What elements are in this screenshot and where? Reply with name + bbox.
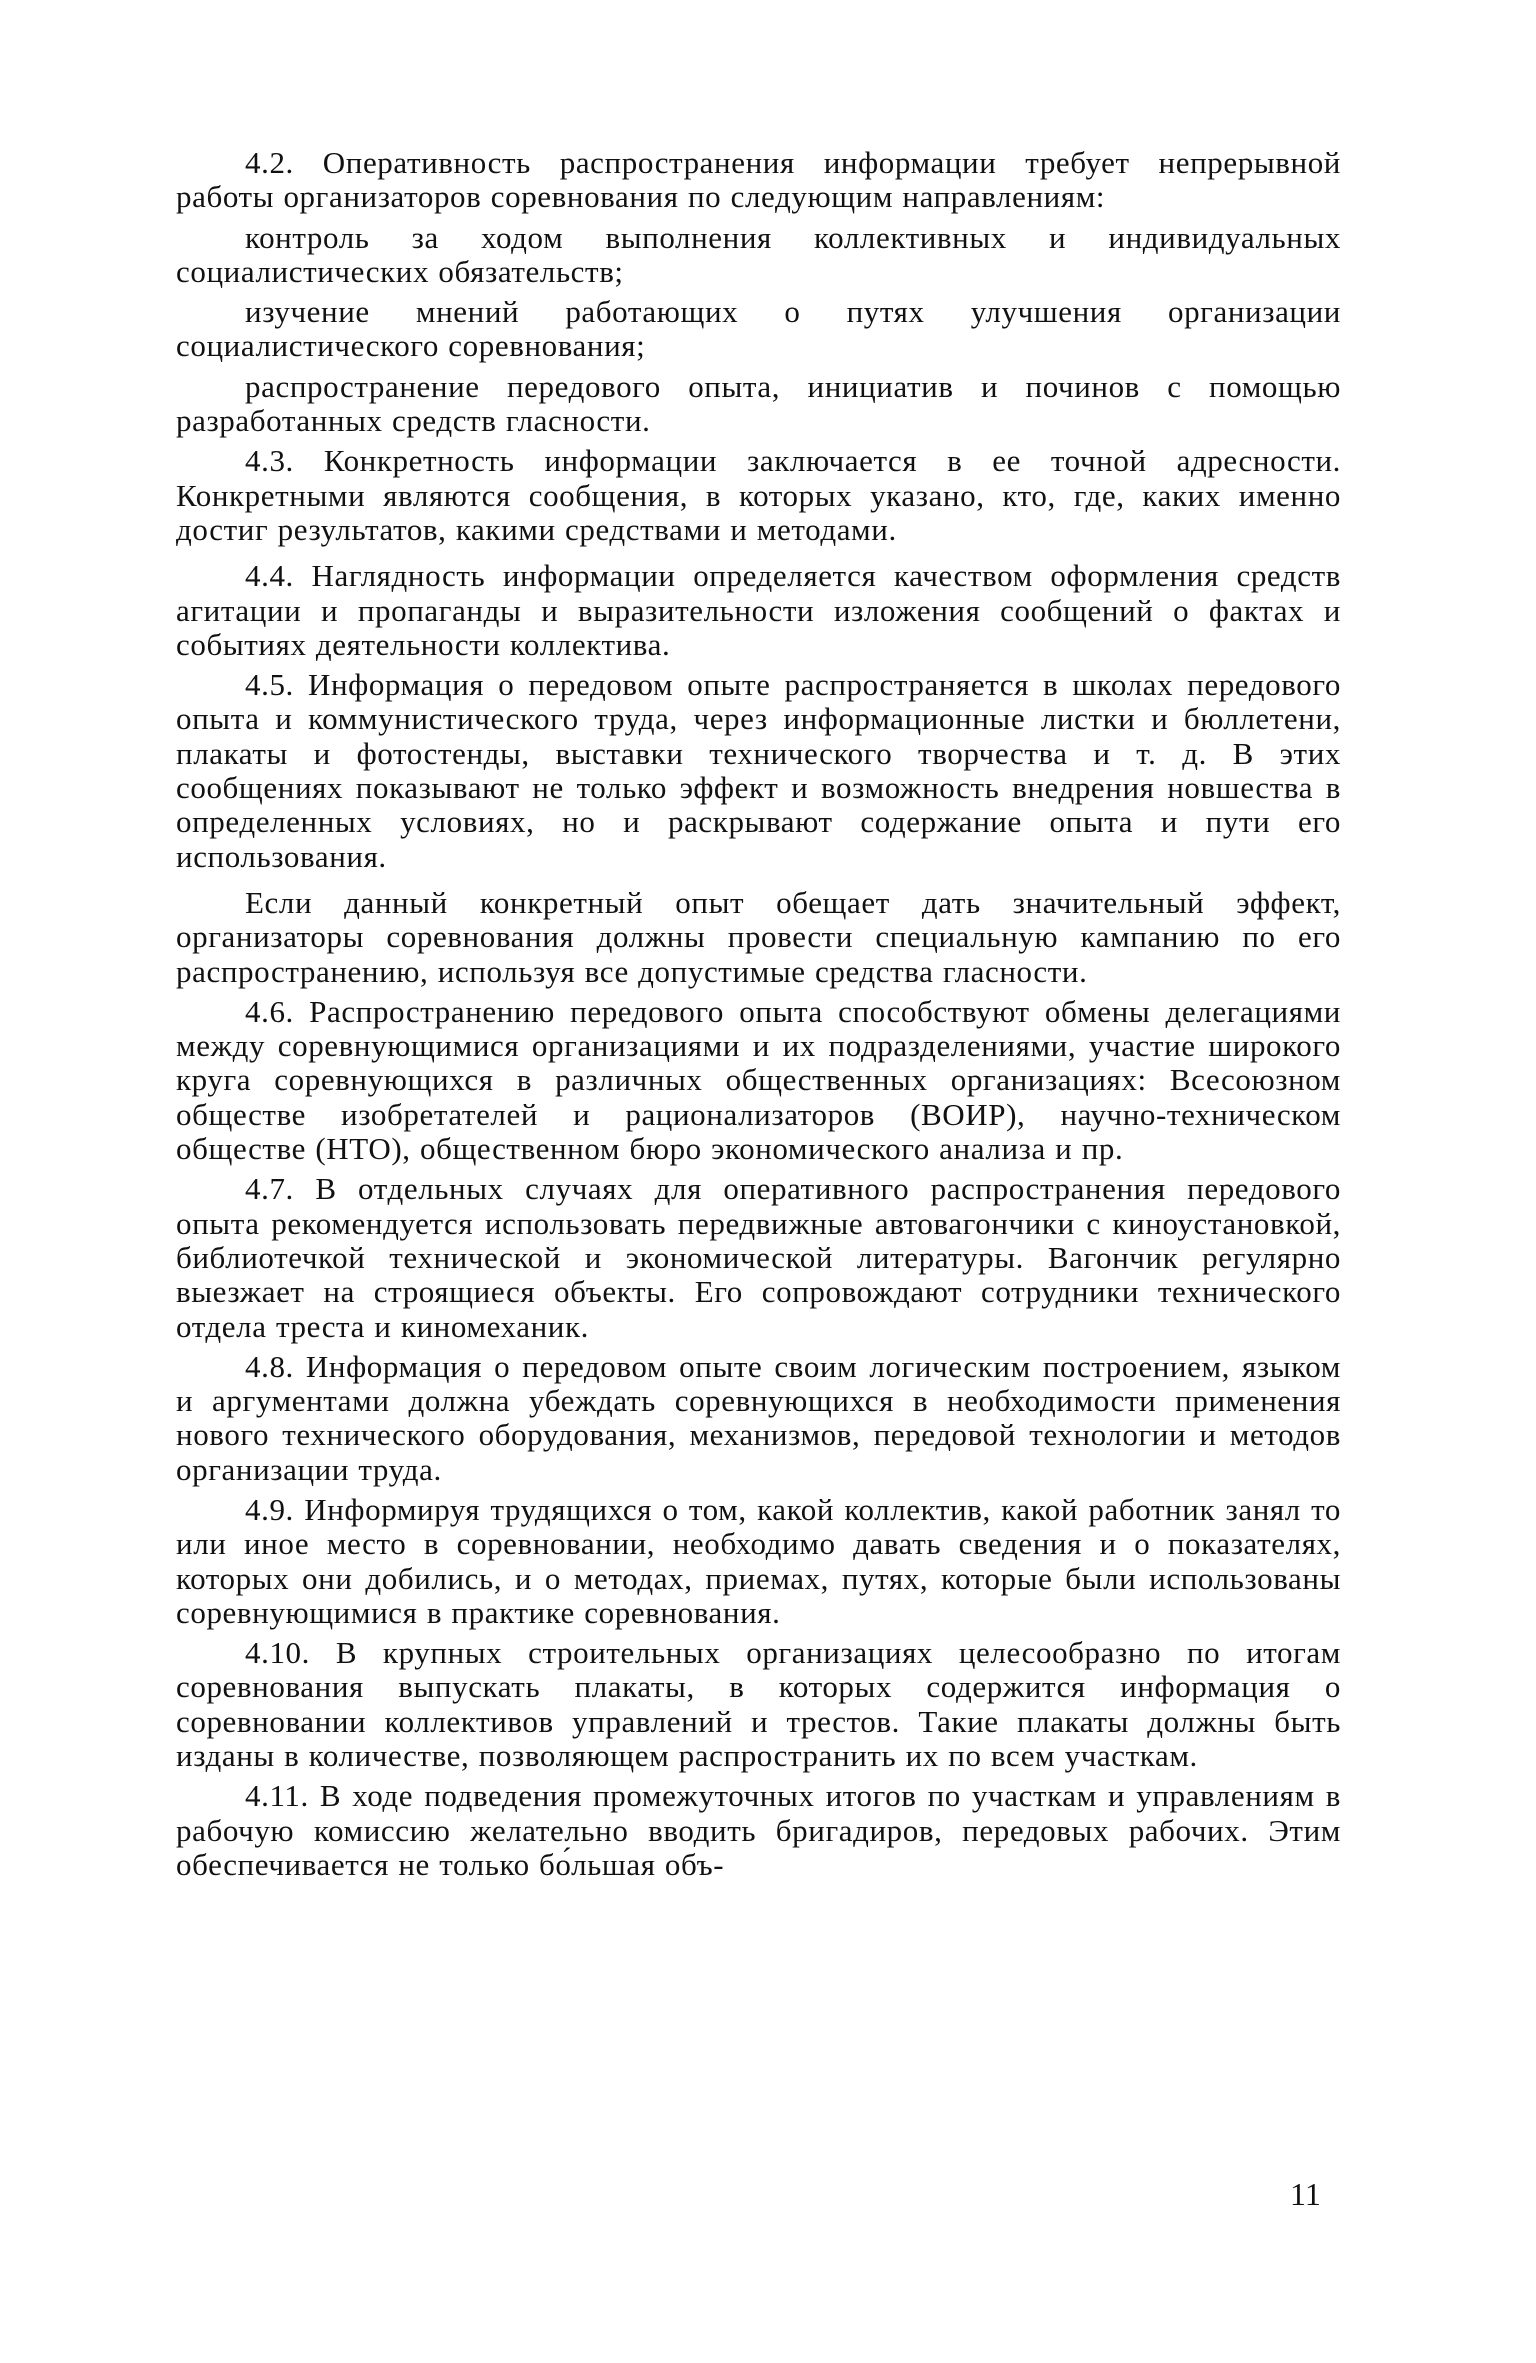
paragraph-4-11: 4.11. В ходе подведения промежуточных итогов по участкам и управлениям в рабочую комиссию желательно вводить бригадиров, передовых рабочих. Этим обеспечивается не только бо́льшая объ-	[176, 1778, 1341, 1882]
paragraph-4-6: 4.6. Распространению передового опыта способствуют обмены делегациями между соревнующимися организациями и их подразделениями, участие широкого круга соревнующихся в различных общественных организациях: Всесоюзном обществе изобретателей и рационализаторов (ВОИР), научно-техническом обществе (НТО), общественном бюро экономического анализа и пр.	[176, 993, 1341, 1167]
document-body	[176, 146, 1341, 1882]
list-item-control: контроль за ходом выполнения коллективных и индивидуальных социалистических обязательств;	[176, 219, 1341, 289]
paragraph-4-10: 4.10. В крупных строительных организациях целесообразно по итогам соревнования выпускать плакаты, в которых содержится информация о соревновании коллективов управлений и трестов. Такие плакаты должны быть изданы в количестве, позволяющем распространить их по всем участкам.	[176, 1635, 1341, 1774]
paragraph-4-3: 4.3. Конкретность информации заключается в ее точной адресности. Конкретными являются сообщения, в которых указано, кто, где, каких именно достиг результатов, какими средствами и методами.	[176, 443, 1341, 547]
paragraph-4-2: 4.2. Оперативность распространения информации требует непрерывной работы организаторов соревнования по следующим направлениям:	[176, 145, 1341, 215]
list-item-study: изучение мнений работающих о путях улучшения организации социалистического соревнования;	[176, 294, 1341, 364]
paragraph-4-8: 4.8. Информация о передовом опыте своим логическим построением, языком и аргументами должна убеждать соревнующихся в необходимости применения нового технического оборудования, механизмов, передовой технологии и методов организации труда.	[176, 1348, 1341, 1487]
list-item-spread: распространение передового опыта, инициатив и починов с помощью разработанных средств гласности.	[176, 368, 1341, 439]
page-number: 11	[1290, 2176, 1321, 2212]
paragraph-4-4: 4.4. Наглядность информации определяется качеством оформления средств агитации и пропаганды и выразительности изложения сообщений о фактах и событиях деятельности коллектива.	[176, 558, 1341, 662]
paragraph-4-5-continued: Если данный конкретный опыт обещает дать значительный эффект, организаторы соревнования должны провести специальную кампанию по его распространению, используя все допустимые средства гласности.	[176, 884, 1341, 989]
paragraph-4-5: 4.5. Информация о передовом опыте распространяется в школах передового опыта и коммунистического труда, через информационные листки и бюллетени, плакаты и фотостенды, выставки технического творчества и т. д. В этих сообщениях показывают не только эффект и возможность внедрения новшества в определенных условиях, но и раскрывают содержание опыта и пути его использования.	[176, 667, 1341, 874]
paragraph-4-7: 4.7. В отдельных случаях для оперативного распространения передового опыта рекомендуется использовать передвижные автовагончики с киноустановкой, библиотечкой технической и экономической литературы. Вагончик регулярно выезжает на строящиеся объекты. Его сопровождают сотрудники технического отдела треста и киномеханик.	[176, 1171, 1341, 1344]
paragraph-4-9: 4.9. Информируя трудящихся о том, какой коллектив, какой работник занял то или иное место в соревновании, необходимо давать сведения и о показателях, которых они добились, и о методах, приемах, путях, которые были использованы соревнующимися в практике соревнования.	[176, 1491, 1341, 1630]
